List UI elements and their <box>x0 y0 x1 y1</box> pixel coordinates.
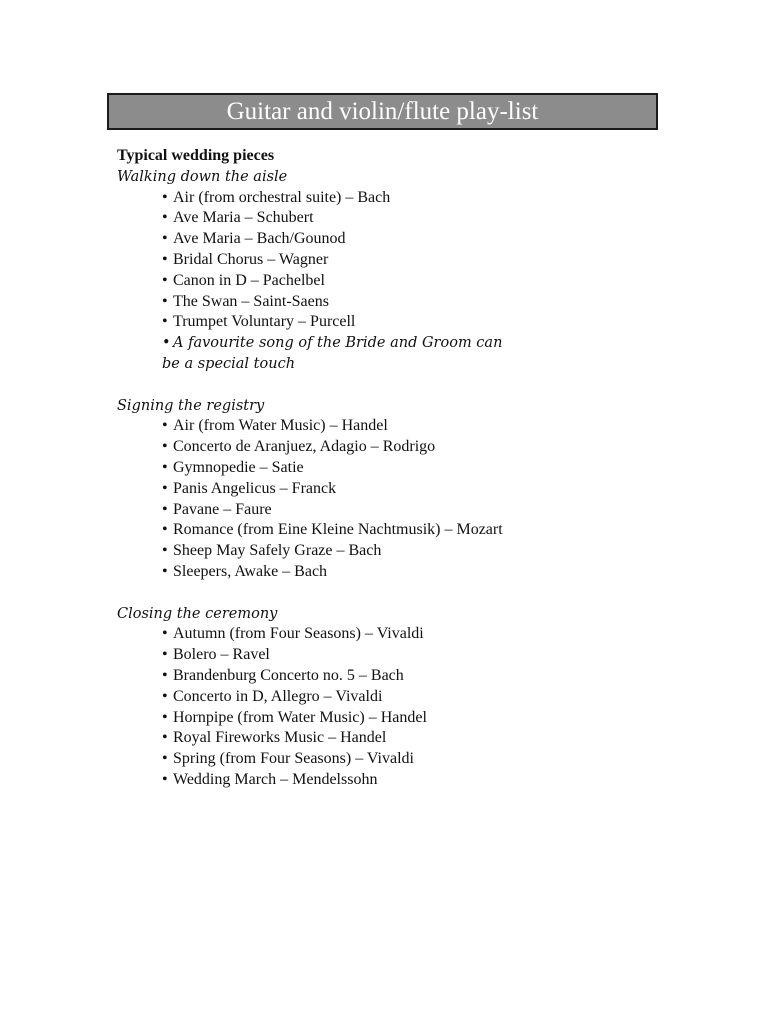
page-title: Guitar and violin/flute play-list <box>226 98 539 125</box>
section-title: Signing the registry <box>117 397 265 414</box>
list-item <box>162 250 677 271</box>
bullet-icon: • <box>162 438 168 456</box>
piece-title: Romance (from Eine Kleine Nachtmusik) – Mozart <box>173 521 503 539</box>
bullet-icon: • <box>162 479 168 497</box>
list-item <box>162 292 677 313</box>
piece-title: Spring (from Four Seasons) – Vivaldi <box>173 750 414 768</box>
bullet-icon: • <box>162 250 168 268</box>
bullet-icon: • <box>162 500 168 518</box>
list-item <box>162 229 677 250</box>
section-spacer <box>117 583 677 604</box>
section-title: Closing the ceremony <box>117 605 278 622</box>
piece-title: Concerto in D, Allegro – Vivaldi <box>173 687 383 705</box>
list-item <box>162 728 677 749</box>
note <box>117 333 677 375</box>
note-line-1: • A favourite song of the Bride and Groom can <box>162 333 677 354</box>
list-item <box>162 312 677 333</box>
list-item <box>162 749 677 770</box>
bullet-icon: • <box>162 542 168 560</box>
note-line-2: be a special touch <box>162 355 296 372</box>
bullet-icon: • <box>162 209 168 227</box>
list-item <box>162 416 677 437</box>
piece-title: Canon in D – Pachelbel <box>173 271 325 289</box>
section-title: Walking down the aisle <box>117 168 288 185</box>
bullet-icon: • <box>162 646 168 664</box>
list-item <box>162 541 677 562</box>
piece-list <box>117 188 677 334</box>
list-item <box>162 437 677 458</box>
bullet-icon: • <box>162 729 168 747</box>
bullet-icon: • <box>162 271 168 289</box>
section-signing-the-registry <box>117 396 677 583</box>
piece-title: Wedding March – Mendelssohn <box>173 770 378 788</box>
bullet-icon: • <box>162 521 168 539</box>
list-item <box>162 708 677 729</box>
bullet-icon: • <box>162 666 168 684</box>
bullet-icon: • <box>162 687 168 705</box>
bullet-icon: • <box>162 335 171 352</box>
bullet-icon: • <box>162 708 168 726</box>
bullet-icon: • <box>162 417 168 435</box>
list-item <box>162 666 677 687</box>
list-item <box>162 500 677 521</box>
piece-title: Bolero – Ravel <box>173 646 270 664</box>
piece-title: Air (from Water Music) – Handel <box>173 417 388 435</box>
bullet-icon: • <box>162 313 168 331</box>
section-spacer <box>117 375 677 396</box>
piece-title: Panis Angelicus – Franck <box>173 479 337 497</box>
bullet-icon: • <box>162 750 168 768</box>
piece-title: Air (from orchestral suite) – Bach <box>173 188 391 206</box>
piece-list <box>117 624 677 790</box>
playlist-content <box>117 146 677 791</box>
piece-title: Bridal Chorus – Wagner <box>173 250 329 268</box>
bullet-icon: • <box>162 562 168 580</box>
list-item <box>162 520 677 541</box>
section-closing-the-ceremony <box>117 604 677 791</box>
list-item <box>162 458 677 479</box>
section-walking-down-the-aisle <box>117 167 677 375</box>
list-item <box>162 562 677 583</box>
bullet-icon: • <box>162 292 168 310</box>
list-item <box>162 770 677 791</box>
piece-title: Hornpipe (from Water Music) – Handel <box>173 708 427 726</box>
list-item <box>162 479 677 500</box>
piece-title: Sheep May Safely Graze – Bach <box>173 542 382 560</box>
list-item <box>162 188 677 209</box>
list-item <box>162 645 677 666</box>
bullet-icon: • <box>162 458 168 476</box>
title-banner <box>107 93 658 130</box>
piece-title: Pavane – Faure <box>173 500 272 518</box>
piece-title: Concerto de Aranjuez, Adagio – Rodrigo <box>173 438 436 456</box>
piece-title: Ave Maria – Schubert <box>173 209 314 227</box>
piece-title: Gymnopedie – Satie <box>173 458 304 476</box>
list-item <box>162 208 677 229</box>
piece-title: The Swan – Saint-Saens <box>173 292 329 310</box>
list-item <box>162 687 677 708</box>
piece-title: Royal Fireworks Music – Handel <box>173 729 387 747</box>
playlist-heading: Typical wedding pieces <box>117 147 275 164</box>
piece-title: Trumpet Voluntary – Purcell <box>173 313 356 331</box>
list-item <box>162 271 677 292</box>
piece-title: Sleepers, Awake – Bach <box>173 562 328 580</box>
piece-title: Autumn (from Four Seasons) – Vivaldi <box>173 625 424 643</box>
bullet-icon: • <box>162 230 168 248</box>
bullet-icon: • <box>162 188 168 206</box>
piece-list <box>117 416 677 582</box>
bullet-icon: • <box>162 625 168 643</box>
bullet-icon: • <box>162 770 168 788</box>
list-item <box>162 624 677 645</box>
piece-title: Brandenburg Concerto no. 5 – Bach <box>173 666 404 684</box>
piece-title: Ave Maria – Bach/Gounod <box>173 230 346 248</box>
